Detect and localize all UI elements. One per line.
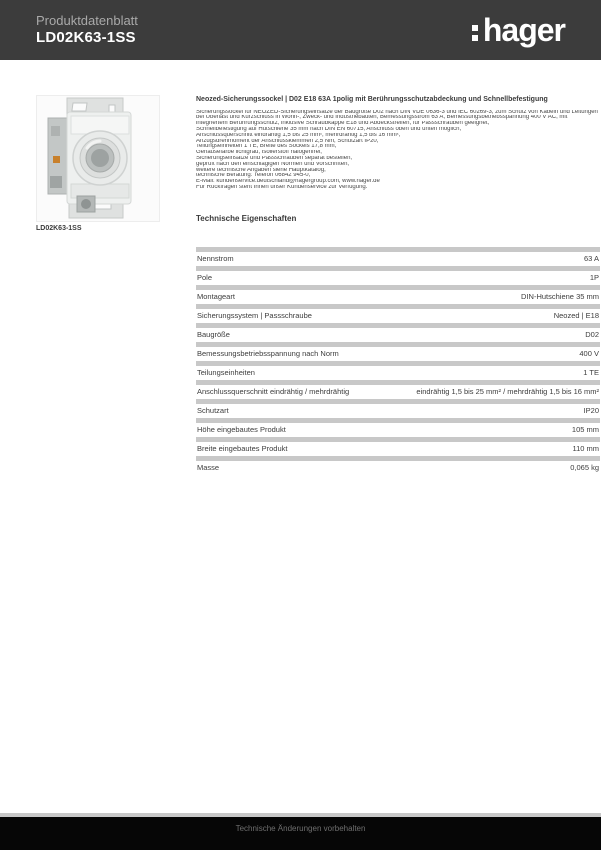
- spec-value: 110 mm: [572, 444, 599, 453]
- product-photo: [36, 95, 160, 222]
- spec-row: [196, 266, 600, 285]
- footer-bar: [0, 817, 601, 850]
- spec-label: Nennstrom: [197, 254, 234, 263]
- description-line: Anschlussquerschnitt eindrähtig 1,5 bis 25 mm², mehrdrähtig 1,5 bis 16 mm²,: [196, 132, 401, 138]
- description-line: Sicherungssockel für NEOZED-Sicherungseinsätze der Baugröße D02 nach DIN VDE 0636-3 und IEC 60269-3, zum Schutz von Kabeln und Leitungen: [196, 109, 598, 115]
- spec-value: D02: [585, 330, 599, 339]
- spec-label: Höhe eingebautes Produkt: [197, 425, 286, 434]
- spec-label: Baugröße: [197, 330, 230, 339]
- specs-section-title: Technische Eigenschaften: [196, 214, 297, 223]
- spec-row: [196, 304, 600, 323]
- spec-value: 1P: [589, 273, 599, 282]
- spec-label: Anschlussquerschnitt eindrähtig / mehrdrähtig: [197, 387, 350, 396]
- spec-row: [196, 247, 600, 266]
- description-line: Sicherungseinsätze und Passschrauben separat bestellen,: [196, 156, 353, 162]
- spec-row: [196, 285, 600, 304]
- product-description: [196, 96, 600, 191]
- header-bar: [0, 0, 601, 60]
- spec-label: Pole: [197, 273, 213, 282]
- spec-label: Teilungseinheiten: [197, 368, 255, 377]
- spec-row: [196, 380, 600, 399]
- spec-label: Masse: [197, 463, 220, 472]
- spec-value: 1 TE: [583, 368, 599, 377]
- hager-logo-text: hager: [482, 12, 565, 48]
- spec-value: 105 mm: [571, 425, 599, 434]
- description-line: Für Rückfragen steht Ihnen unser Kundenservice zur Verfügung.: [196, 185, 368, 191]
- spec-label: Schutzart: [197, 406, 229, 415]
- description-line: Teilungseinheiten 1 TE, Breite des Sockels 17,8 mm,: [196, 144, 337, 150]
- description-line: integriertem Berührungsschutz, inklusive Schraubkappe E18 und Abdeckstreifen, für Passschrauben geeignet,: [196, 121, 490, 127]
- description-line: geprüft nach den einschlägigen Normen und Vorschriften,: [196, 161, 350, 167]
- header-titles: [36, 13, 138, 48]
- spec-value: 63 A: [583, 254, 599, 263]
- product-reference: LD02K63-1SS: [36, 28, 136, 46]
- description-line: Schnellbefestigung auf Hutschiene 35 mm nach DIN EN 60715, Anschluss oben und unten möglich,: [196, 127, 462, 133]
- photo-caption: LD02K63-1SS: [36, 225, 82, 232]
- spec-label: Montageart: [197, 292, 235, 301]
- hager-logo: [472, 14, 565, 46]
- spec-value: DIN-Hutschiene 35 mm: [521, 292, 599, 301]
- fuse-base-illustration: [37, 96, 159, 221]
- hager-logo-colon-icon: [472, 25, 478, 41]
- footer-note: Technische Änderungen vorbehalten: [235, 824, 366, 833]
- spec-row: [196, 323, 600, 342]
- spec-value: eindrähtig 1,5 bis 25 mm² / mehrdrähtig 1,5 bis 16 mm²: [416, 387, 599, 396]
- description-line: E-Mail: kundenservice.deutschland@hagergroup.com, www.hager.de: [196, 179, 380, 185]
- spec-value: IP20: [583, 406, 599, 415]
- spec-row: [196, 399, 600, 418]
- spec-row: [196, 361, 600, 380]
- product-title: Neozed-Sicherungssockel | D02 E18 63A 1polig mit Berührungsschutzabdeckung und Schnellbefestigung: [196, 96, 548, 103]
- spec-row: [196, 418, 600, 437]
- description-line: bei Überlast und Kurzschluss in Wohn-, Zweck- und Industriebauten, Bemessungsstrom 63 A, Bemessungsbetriebsspannung 400 V AC, mit: [196, 115, 568, 121]
- spec-value: Neozed | E18: [553, 311, 599, 320]
- spec-row: [196, 456, 600, 475]
- spec-label: Breite eingebautes Produkt: [197, 444, 288, 453]
- spec-value: 0,065 kg: [570, 463, 599, 472]
- description-line: Gehäusefarbe lichtgrau, Isolierstoff halogenfrei,: [196, 150, 322, 156]
- description-line: technische Beratung: Telefon 06842 945-0,: [196, 173, 311, 179]
- spec-row: [196, 437, 600, 456]
- document-type-label: Produktdatenblatt: [36, 12, 138, 28]
- spec-label: Sicherungssystem | Passschraube: [197, 311, 312, 320]
- description-line: weitere technische Angaben siehe Hauptkatalog,: [196, 167, 326, 173]
- spec-label: Bemessungsbetriebsspannung nach Norm: [197, 349, 339, 358]
- description-line: Anzugsdrehmoment der Anschlussklemmen 2,5 Nm, Schutzart IP20,: [196, 138, 379, 144]
- spec-row: [196, 342, 600, 361]
- spec-value: 400 V: [579, 349, 599, 358]
- specs-table: [196, 247, 600, 475]
